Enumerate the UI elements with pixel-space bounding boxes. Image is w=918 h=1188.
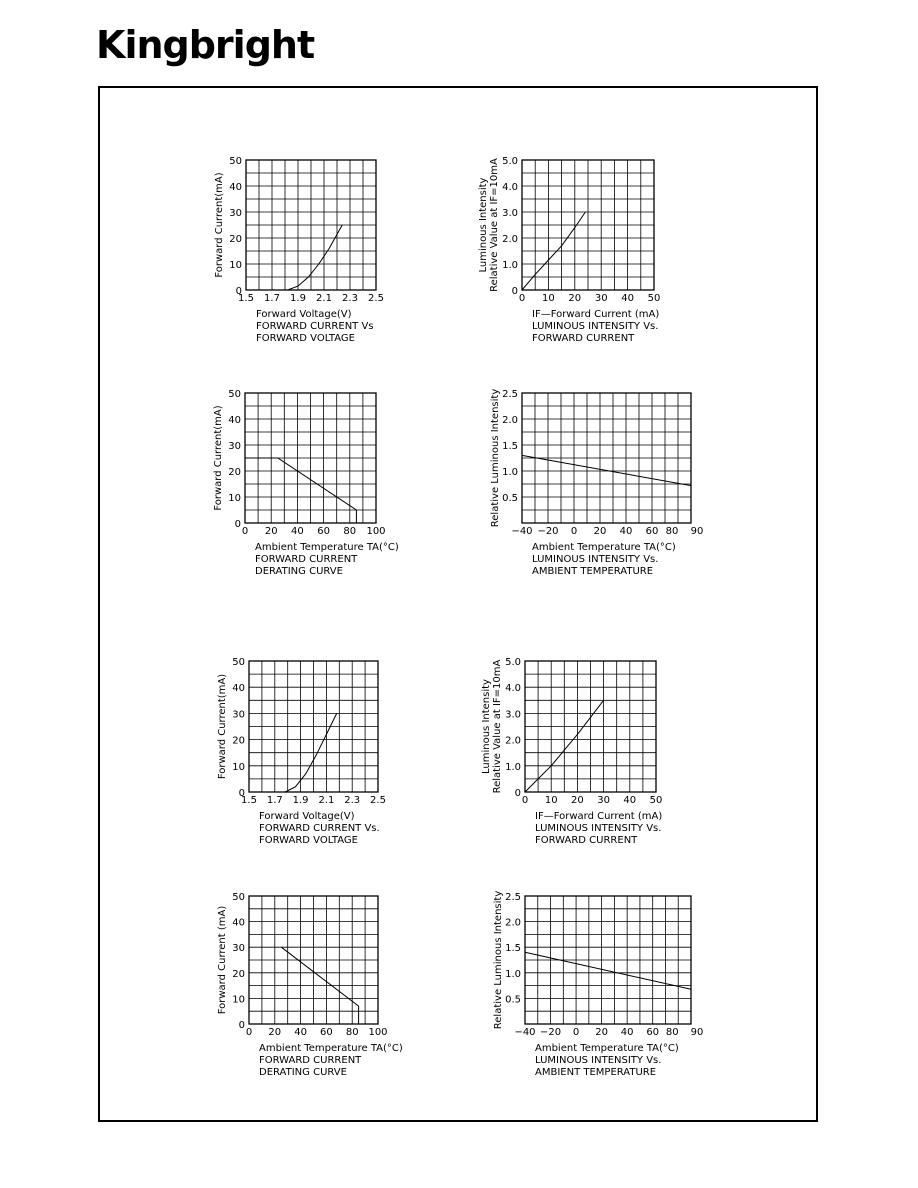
chart-caption: FORWARD CURRENT: [535, 835, 638, 846]
chart-4: [490, 389, 703, 577]
y-tick-label: 30: [232, 709, 245, 721]
y-tick-label: 40: [228, 415, 241, 426]
chart-1: [214, 156, 384, 344]
y-tick-label: 1.0: [505, 968, 521, 980]
chart-2: [478, 156, 660, 344]
x-tick-label: 2.5: [368, 293, 384, 304]
y-tick-label: 20: [232, 735, 245, 747]
y-axis-label: Relative Luminous Intensity: [490, 388, 501, 528]
x-tick-label: 40: [291, 526, 304, 537]
x-axis-label: Ambient Temperature TA(°C): [535, 1043, 679, 1054]
y-tick-label: 0: [235, 286, 242, 297]
x-tick-label: 20: [568, 293, 582, 304]
y-axis-label: Relative Value at IF=10mA: [489, 158, 500, 292]
x-tick-label: 0: [241, 526, 249, 537]
y-tick-label: 50: [232, 892, 245, 903]
y-tick-label: 30: [229, 208, 242, 219]
x-tick-label: −20: [539, 1027, 562, 1038]
chart-caption: FORWARD CURRENT Vs: [256, 321, 374, 332]
y-tick-label: 20: [232, 968, 245, 980]
y-tick-label: 10: [232, 994, 245, 1006]
x-axis-label: Ambient Temperature TA(°C): [259, 1043, 403, 1054]
y-tick-label: 2.0: [505, 917, 521, 929]
chart-5: [217, 657, 386, 846]
series-line: [245, 458, 356, 523]
y-tick-label: 1.5: [502, 441, 518, 452]
y-tick-label: 10: [228, 493, 241, 504]
y-tick-label: 2.5: [502, 389, 518, 400]
x-axis-label: IF—Forward Current (mA): [532, 309, 660, 320]
y-tick-label: 5.0: [502, 156, 518, 167]
y-tick-label: 20: [229, 234, 242, 245]
y-axis-label: Relative Value at IF=10mA: [492, 659, 503, 794]
y-tick-label: 0.5: [505, 994, 521, 1006]
series-line: [525, 952, 691, 989]
chart-caption: FORWARD CURRENT Vs.: [259, 823, 380, 834]
y-tick-label: 0.5: [502, 493, 518, 504]
y-tick-label: 0: [514, 788, 521, 799]
y-tick-label: 30: [228, 441, 241, 452]
y-tick-label: 4.0: [505, 683, 521, 695]
x-tick-label: −40: [514, 1027, 536, 1038]
y-tick-label: 1.0: [505, 761, 521, 773]
x-tick-label: 40: [619, 526, 633, 537]
y-tick-label: 1.0: [502, 467, 518, 478]
x-axis-label: IF—Forward Current (mA): [535, 811, 663, 822]
y-tick-label: 0: [234, 519, 241, 530]
x-axis-label: Forward Voltage(V): [256, 309, 352, 320]
x-tick-label: 2.3: [344, 795, 361, 806]
x-tick-label: 60: [320, 1027, 333, 1038]
x-tick-label: 0: [518, 293, 526, 304]
y-axis-label: Relative Luminous Intensity: [493, 890, 504, 1030]
x-axis-label: Ambient Temperature TA(°C): [255, 542, 399, 553]
x-tick-label: 1.7: [266, 795, 283, 806]
x-tick-label: 0: [521, 795, 529, 806]
y-tick-label: 10: [229, 260, 242, 271]
y-tick-label: 40: [232, 683, 245, 695]
x-tick-label: 100: [366, 526, 386, 537]
x-tick-label: 2.5: [370, 795, 386, 806]
series-line: [288, 225, 343, 290]
x-tick-label: 20: [571, 795, 584, 806]
y-tick-label: 20: [228, 467, 241, 478]
x-tick-label: 20: [264, 526, 278, 537]
y-tick-label: 50: [232, 657, 245, 668]
y-tick-label: 1.5: [505, 943, 521, 955]
x-tick-label: 40: [620, 1027, 634, 1038]
chart-7: [217, 892, 403, 1078]
x-tick-label: 20: [595, 1027, 608, 1038]
x-axis-label: Ambient Temperature TA(°C): [532, 542, 676, 553]
y-tick-label: 5.0: [505, 657, 521, 668]
x-tick-label: 1.9: [292, 795, 309, 806]
y-tick-label: 2.0: [502, 234, 518, 245]
y-tick-label: 3.0: [505, 709, 521, 721]
chart-caption: FORWARD VOLTAGE: [256, 333, 355, 344]
chart-caption: DERATING CURVE: [255, 566, 343, 577]
x-tick-label: −20: [537, 526, 559, 537]
chart-3: [213, 389, 399, 577]
x-tick-label: 50: [647, 293, 661, 304]
y-tick-label: 0: [238, 1020, 245, 1031]
y-tick-label: 50: [228, 389, 241, 400]
y-tick-label: 0: [238, 788, 245, 799]
chart-caption: FORWARD CURRENT: [255, 554, 358, 565]
chart-caption: LUMINOUS INTENSITY Vs.: [535, 823, 662, 834]
y-tick-label: 50: [229, 156, 242, 167]
series-line: [522, 455, 691, 485]
x-tick-label: 30: [597, 795, 610, 806]
x-tick-label: 1.9: [290, 293, 306, 304]
x-tick-label: 1.5: [238, 293, 254, 304]
x-tick-label: 40: [621, 293, 634, 304]
x-tick-label: 50: [649, 795, 663, 806]
chart-caption: FORWARD CURRENT: [259, 1055, 362, 1066]
y-axis-label: Forward Current (mA): [217, 905, 228, 1015]
x-tick-label: 100: [368, 1027, 388, 1038]
y-axis-label: Forward Current(mA): [214, 172, 225, 278]
x-tick-label: 10: [542, 293, 555, 304]
x-tick-label: 2.1: [318, 795, 335, 806]
y-axis-label: Forward Current(mA): [213, 405, 224, 511]
chart-caption: LUMINOUS INTENSITY Vs.: [532, 321, 659, 332]
y-tick-label: 10: [232, 761, 245, 773]
y-tick-label: 4.0: [502, 182, 518, 193]
x-tick-label: 20: [593, 526, 607, 537]
chart-8: [493, 891, 703, 1078]
x-tick-label: 60: [645, 526, 659, 537]
y-tick-label: 30: [232, 943, 245, 955]
y-tick-label: 2.0: [502, 415, 518, 426]
y-tick-label: 40: [232, 917, 245, 929]
chart-caption: LUMINOUS INTENSITY Vs.: [535, 1055, 662, 1066]
y-axis-label: Luminous Intensity: [478, 177, 489, 273]
x-tick-label: 40: [294, 1027, 307, 1038]
x-tick-label: 80: [665, 526, 679, 537]
y-tick-label: 1.0: [502, 260, 518, 271]
x-tick-label: 2.3: [342, 293, 358, 304]
chart-caption: AMBIENT TEMPERATURE: [535, 1067, 657, 1078]
y-tick-label: 3.0: [502, 208, 518, 219]
chart-caption: FORWARD VOLTAGE: [259, 835, 358, 846]
x-tick-label: 60: [646, 1027, 660, 1038]
x-tick-label: 0: [245, 1027, 253, 1038]
x-tick-label: 1.5: [241, 795, 257, 806]
y-tick-label: 40: [229, 182, 242, 193]
x-tick-label: 2.1: [316, 293, 332, 304]
x-tick-label: 0: [572, 1027, 580, 1038]
x-tick-label: 60: [317, 526, 330, 537]
x-tick-label: 20: [268, 1027, 282, 1038]
y-tick-label: 2.0: [505, 735, 521, 747]
chart-caption: DERATING CURVE: [259, 1067, 347, 1078]
x-tick-label: 1.7: [264, 293, 280, 304]
chart-caption: FORWARD CURRENT: [532, 333, 635, 344]
y-axis-label: Forward Current(mA): [217, 673, 228, 780]
x-tick-label: 80: [345, 1027, 359, 1038]
chart-caption: LUMINOUS INTENSITY Vs.: [532, 554, 659, 565]
chart-caption: AMBIENT TEMPERATURE: [532, 566, 654, 577]
x-tick-label: 90: [690, 1027, 704, 1038]
chart-6: [481, 657, 662, 846]
x-axis-label: Forward Voltage(V): [259, 811, 355, 822]
x-tick-label: 90: [690, 526, 704, 537]
x-tick-label: 40: [623, 795, 637, 806]
x-tick-label: −40: [511, 526, 533, 537]
y-axis-label: Luminous Intensity: [481, 679, 492, 774]
y-tick-label: 0: [511, 286, 518, 297]
x-tick-label: 80: [343, 526, 357, 537]
y-tick-label: 2.5: [505, 892, 521, 903]
x-tick-label: 30: [594, 293, 608, 304]
x-tick-label: 80: [665, 1027, 679, 1038]
x-tick-label: 0: [570, 526, 578, 537]
x-tick-label: 10: [544, 795, 558, 806]
brand-logo: Kingbright: [96, 23, 315, 67]
